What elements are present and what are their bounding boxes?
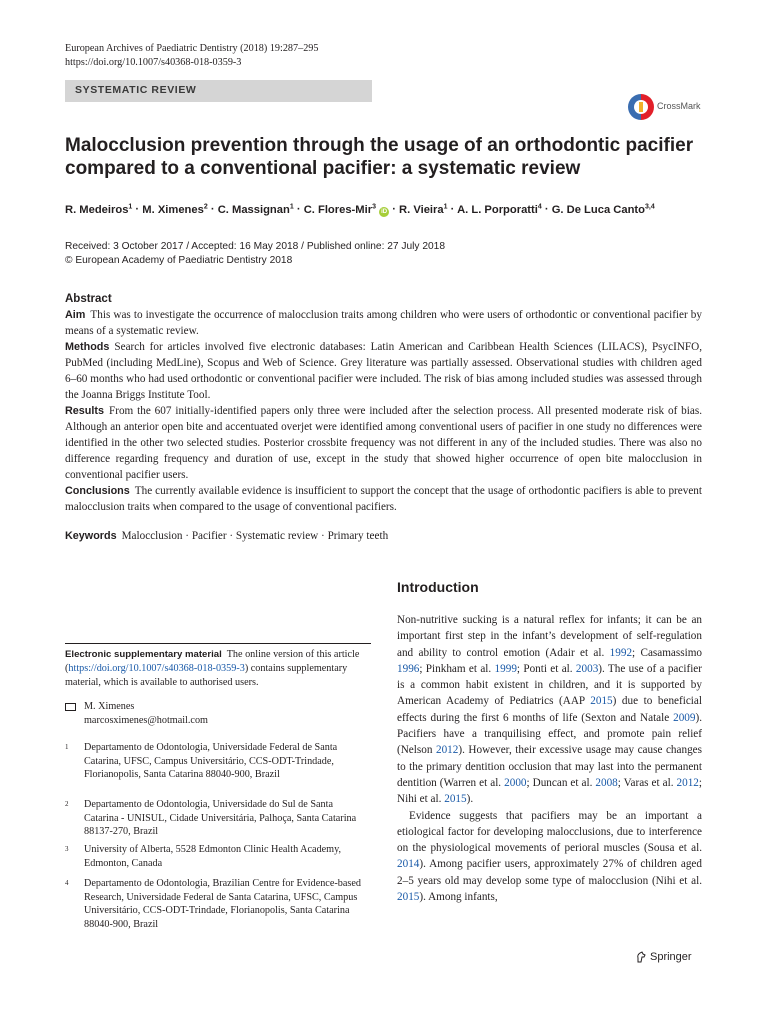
paragraph-text: ). Pacifiers have a tranquilising effect, and promote pain relief (Nelson — [397, 711, 702, 757]
author[interactable]: C. Flores-Mir$^3$ — [303, 203, 376, 216]
keywords: Keywords Malocclusion · Pacifier · Systematic review · Primary teeth — [65, 530, 389, 542]
introduction-body — [397, 612, 702, 905]
citation-link[interactable]: 2000 — [504, 776, 527, 789]
paragraph-text: Evidence suggests that pacifiers may be an important a etiological factor for developing malocclusions, due to interference on the physiological movements of perioral muscles (Sousa et al. — [397, 809, 702, 855]
paragraph-text: ; Casamassimo — [632, 646, 703, 659]
article-type-banner — [65, 80, 372, 102]
paragraph-text: ). — [466, 793, 474, 806]
author[interactable]: M. Ximenes$^2$ — [142, 203, 208, 216]
citation-link[interactable]: 2012 — [676, 776, 699, 789]
paragraph-text: ; Ponti et al. — [516, 662, 576, 675]
author[interactable]: G. De Luca Canto$^{3,4}$ — [551, 203, 655, 216]
supplementary-note: Electronic supplementary material The online version of this article (https://doi.org/10.1007/s40368-018-0359-3) contains supplementary material, which is available to authorised users. — [65, 649, 360, 688]
paragraph-text: ). However, their excessive usage may cause changes to the primary dentition occlusion that may last into the permanent dentition (Warren et al. — [397, 744, 702, 789]
publisher-name: Springer — [650, 951, 692, 963]
abstract-aim: Aim This was to investigate the occurrence of malocclusion traits among children who were users of orthodontic or conventional pacifier by means of a systematic review. — [65, 309, 702, 337]
supplementary-link[interactable]: https://doi.org/10.1007/s40368-018-0359-3 — [68, 663, 245, 674]
paragraph-text: ) due to beneficial effects during the first 6 months of life (Sexton and Natale — [397, 695, 702, 724]
author-list: R. Medeiros$^1$ · M. Ximenes$^2$ · C. Massignan$^1$ · C. Flores-Mir$^3$ iD · R. Vieira$^1$ · A. L. Porporatti$^4$ · G. De Luca Canto$^{3,4}$ — [65, 203, 655, 216]
corresponding-email[interactable]: marcosximenes@hotmail.com — [84, 714, 208, 726]
author[interactable]: R. Medeiros$^1$ — [65, 203, 133, 216]
author[interactable]: C. Massignan$^1$ — [217, 203, 294, 216]
publication-dates — [65, 240, 445, 268]
paragraph-text: ). Among infants, — [419, 891, 498, 904]
footnote-divider — [65, 643, 371, 644]
article-type-label: SYSTEMATIC REVIEW — [75, 84, 197, 96]
journal-citation: European Archives of Paediatric Dentistry (2018) 19:287–295 — [65, 43, 319, 54]
crossmark-label: CrossMark — [657, 101, 701, 111]
journal-doi[interactable]: https://doi.org/10.1007/s40368-018-0359-3 — [65, 57, 242, 68]
citation-link[interactable]: 2009 — [673, 711, 696, 724]
citation-link[interactable]: 2003 — [575, 662, 599, 675]
citation-link[interactable]: 2008 — [595, 776, 618, 789]
springer-horse-icon — [635, 951, 647, 963]
paragraph-text: ; Nihi et al. — [397, 776, 702, 806]
citation-link[interactable]: 2012 — [435, 744, 459, 757]
abstract-conclusions: Conclusions The currently available evidence is insufficient to support the concept that the usage of orthodontic pacifiers is able to prevent malocclusion traits when compared to the usage of conventional pacifiers. — [65, 485, 702, 513]
citation-link[interactable]: 2014 — [397, 858, 420, 871]
citation-link[interactable]: 2015 — [397, 891, 420, 904]
paragraph-text: ). The use of a pacifier is a common habit existent in children, and it is supported by American Academy of Pediatrics (AAP — [397, 662, 702, 708]
citation-link[interactable]: 1996 — [397, 662, 420, 675]
introduction-paragraph — [397, 612, 702, 808]
abstract-heading: Abstract — [65, 293, 112, 305]
crossmark-badge[interactable] — [628, 92, 718, 122]
abstract-methods: Methods Search for articles involved five electronic databases: Latin American and Caribbean Health Sciences (LILACS), PsycINFO, PubMed (including MedLine), Scopus and Web of Science. Grey literature was partially assessed. Observational studies with children aged 6–60 months who had used orthodontic or conventional pacifier were included. The risk of bias among included studies was assessed through the Joanna Briggs Institute Tool. — [65, 341, 702, 401]
paragraph-text: ; Varas et al. — [617, 776, 677, 789]
abstract-results: Results From the 607 initially-identified papers only three were included after the selection process. All presented moderate risk of bias. Although an anterior open bite and accentuated overjet were identified among conventional users of pacifier in one study no differences were identified in the other two selected studies. Posterior crossbite frequency was not different in any of the included studies. There was also no difference regarding frequency and duration of use, except in the study that showed higher occurrence of open bite malocclusion in conventional pacifier users. — [65, 405, 702, 481]
citation-link[interactable]: 2015 — [444, 793, 467, 806]
paragraph-text: ; Pinkham et al. — [419, 662, 495, 675]
email-icon — [65, 703, 76, 711]
publisher-footer — [635, 951, 692, 963]
orcid-icon[interactable]: iD — [381, 208, 388, 215]
author[interactable]: A. L. Porporatti$^4$ — [457, 203, 542, 216]
citation-link[interactable]: 2015 — [590, 695, 613, 708]
paragraph-text: ; Duncan et al. — [526, 776, 596, 789]
journal-header — [65, 42, 319, 70]
author[interactable]: R. Vieira$^1$ — [399, 203, 448, 216]
copyright-line: © European Academy of Paediatric Dentistry 2018 — [65, 255, 293, 266]
abstract-section — [65, 291, 702, 544]
citation-link[interactable]: 1992 — [609, 646, 633, 659]
introduction-paragraph — [397, 808, 702, 906]
introduction-heading: Introduction — [397, 579, 479, 595]
paragraph-text: ). Among pacifier users, approximately 27% of children aged 2–5 years old may develop some type of malocclusion (Nihi et al. — [397, 858, 702, 887]
corresponding-author: M. Ximenes — [84, 701, 135, 712]
paragraph-text: Non-nutritive sucking is a natural reflex for infants; it can be an important first step in the infant’s development of self-regulation and ability to control emotion (Adair et al. — [397, 614, 702, 659]
crossmark-icon — [628, 94, 654, 120]
article-title: Malocclusion prevention through the usage of an orthodontic pacifier compared to a conventional pacifier: a systematic review — [65, 135, 694, 179]
history-dates: Received: 3 October 2017 / Accepted: 16 May 2018 / Published online: 27 July 2018 — [65, 241, 446, 252]
citation-link[interactable]: 1999 — [494, 662, 517, 675]
